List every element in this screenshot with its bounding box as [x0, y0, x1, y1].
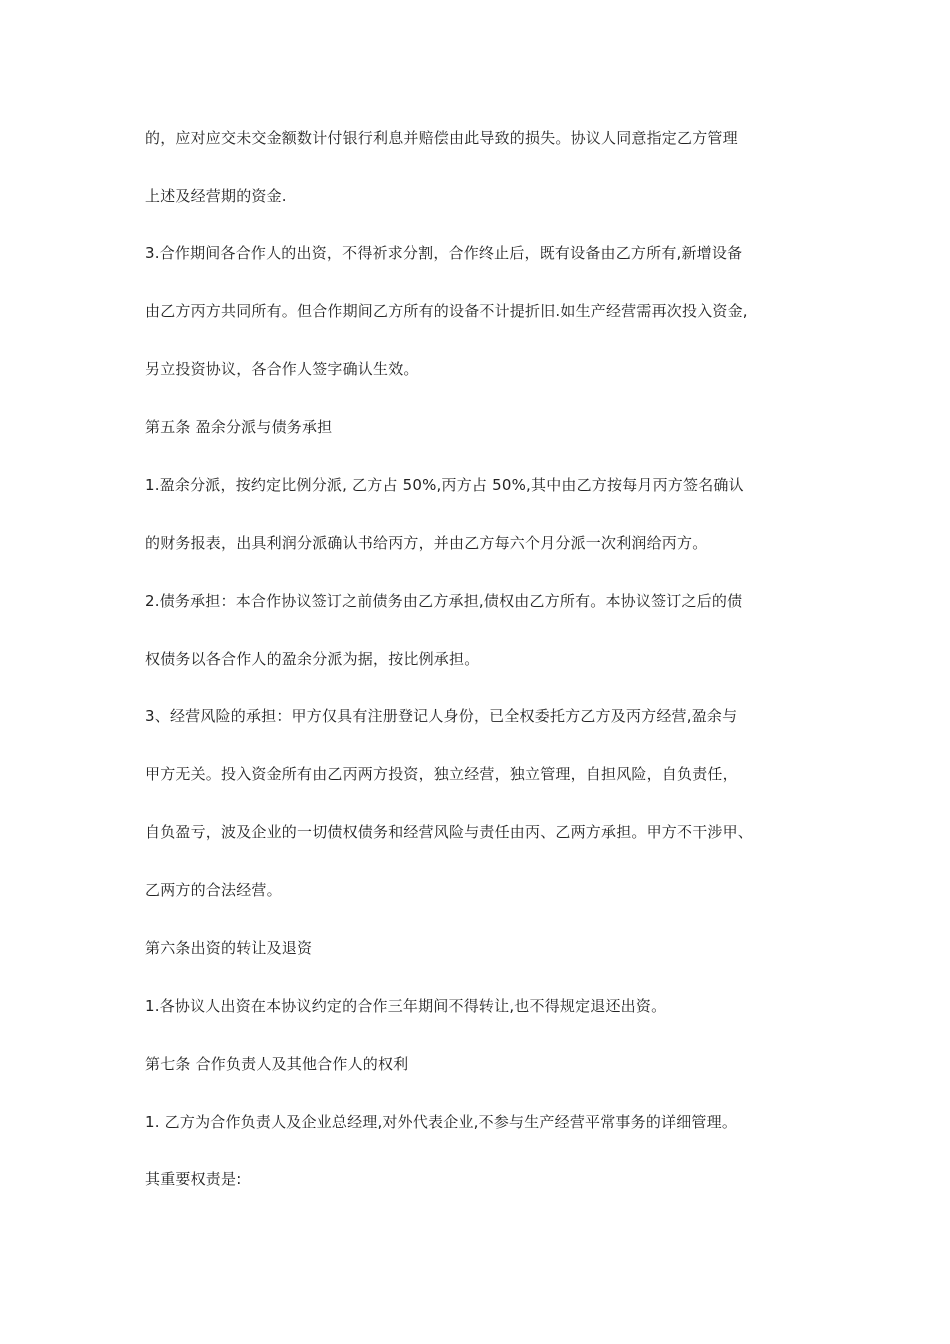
text-line: 2.债务承担：本合作协议签订之前债务由乙方承担,债权由乙方所有。本协议签订之后的债 — [145, 592, 743, 610]
text-line: 上述及经营期的资金. — [145, 187, 287, 205]
text-line: 甲方无关。投入资金所有由乙丙两方投资，独立经营，独立管理，自担风险，自负责任， — [145, 765, 738, 783]
text-line: 的，应对应交未交金额数计付银行利息并赔偿由此导致的损失。协议人同意指定乙方管理 — [145, 129, 738, 147]
text-line: 自负盈亏，波及企业的一切债权债务和经营风险与责任由丙、乙两方承担。甲方不干涉甲、 — [145, 823, 754, 841]
text-line: 由乙方丙方共同所有。但合作期间乙方所有的设备不计提折旧.如生产经营需再次投入资金, — [145, 302, 748, 320]
text-line: 1.盈余分派，按约定比例分派, 乙方占 50%,丙方占 50%,其中由乙方按每月丙方签名确认 — [145, 476, 744, 494]
text-line: 权债务以各合作人的盈余分派为据，按比例承担。 — [145, 650, 480, 668]
text-line: 1. 乙方为合作负责人及企业总经理,对外代表企业,不参与生产经营平常事务的详细管理。 — [145, 1113, 738, 1131]
text-line: 3、经营风险的承担：甲方仅具有注册登记人身份，已全权委托方乙方及丙方经营,盈余与 — [145, 707, 738, 725]
text-line: 另立投资协议，各合作人签字确认生效。 — [145, 360, 419, 378]
text-line: 的财务报表，出具利润分派确认书给丙方，并由乙方每六个月分派一次利润给丙方。 — [145, 534, 708, 552]
text-line: 其重要权责是: — [145, 1170, 242, 1188]
text-line: 乙两方的合法经营。 — [145, 881, 282, 899]
text-line: 3.合作期间各合作人的出资，不得祈求分割，合作终止后，既有设备由乙方所有,新增设备 — [145, 244, 743, 262]
section-heading: 第七条 合作负责人及其他合作人的权利 — [145, 1055, 409, 1073]
section-heading: 第五条 盈余分派与债务承担 — [145, 418, 333, 436]
section-heading: 第六条出资的转让及退资 — [145, 939, 313, 957]
text-line: 1.各协议人出资在本协议约定的合作三年期间不得转让,也不得规定退还出资。 — [145, 997, 667, 1015]
